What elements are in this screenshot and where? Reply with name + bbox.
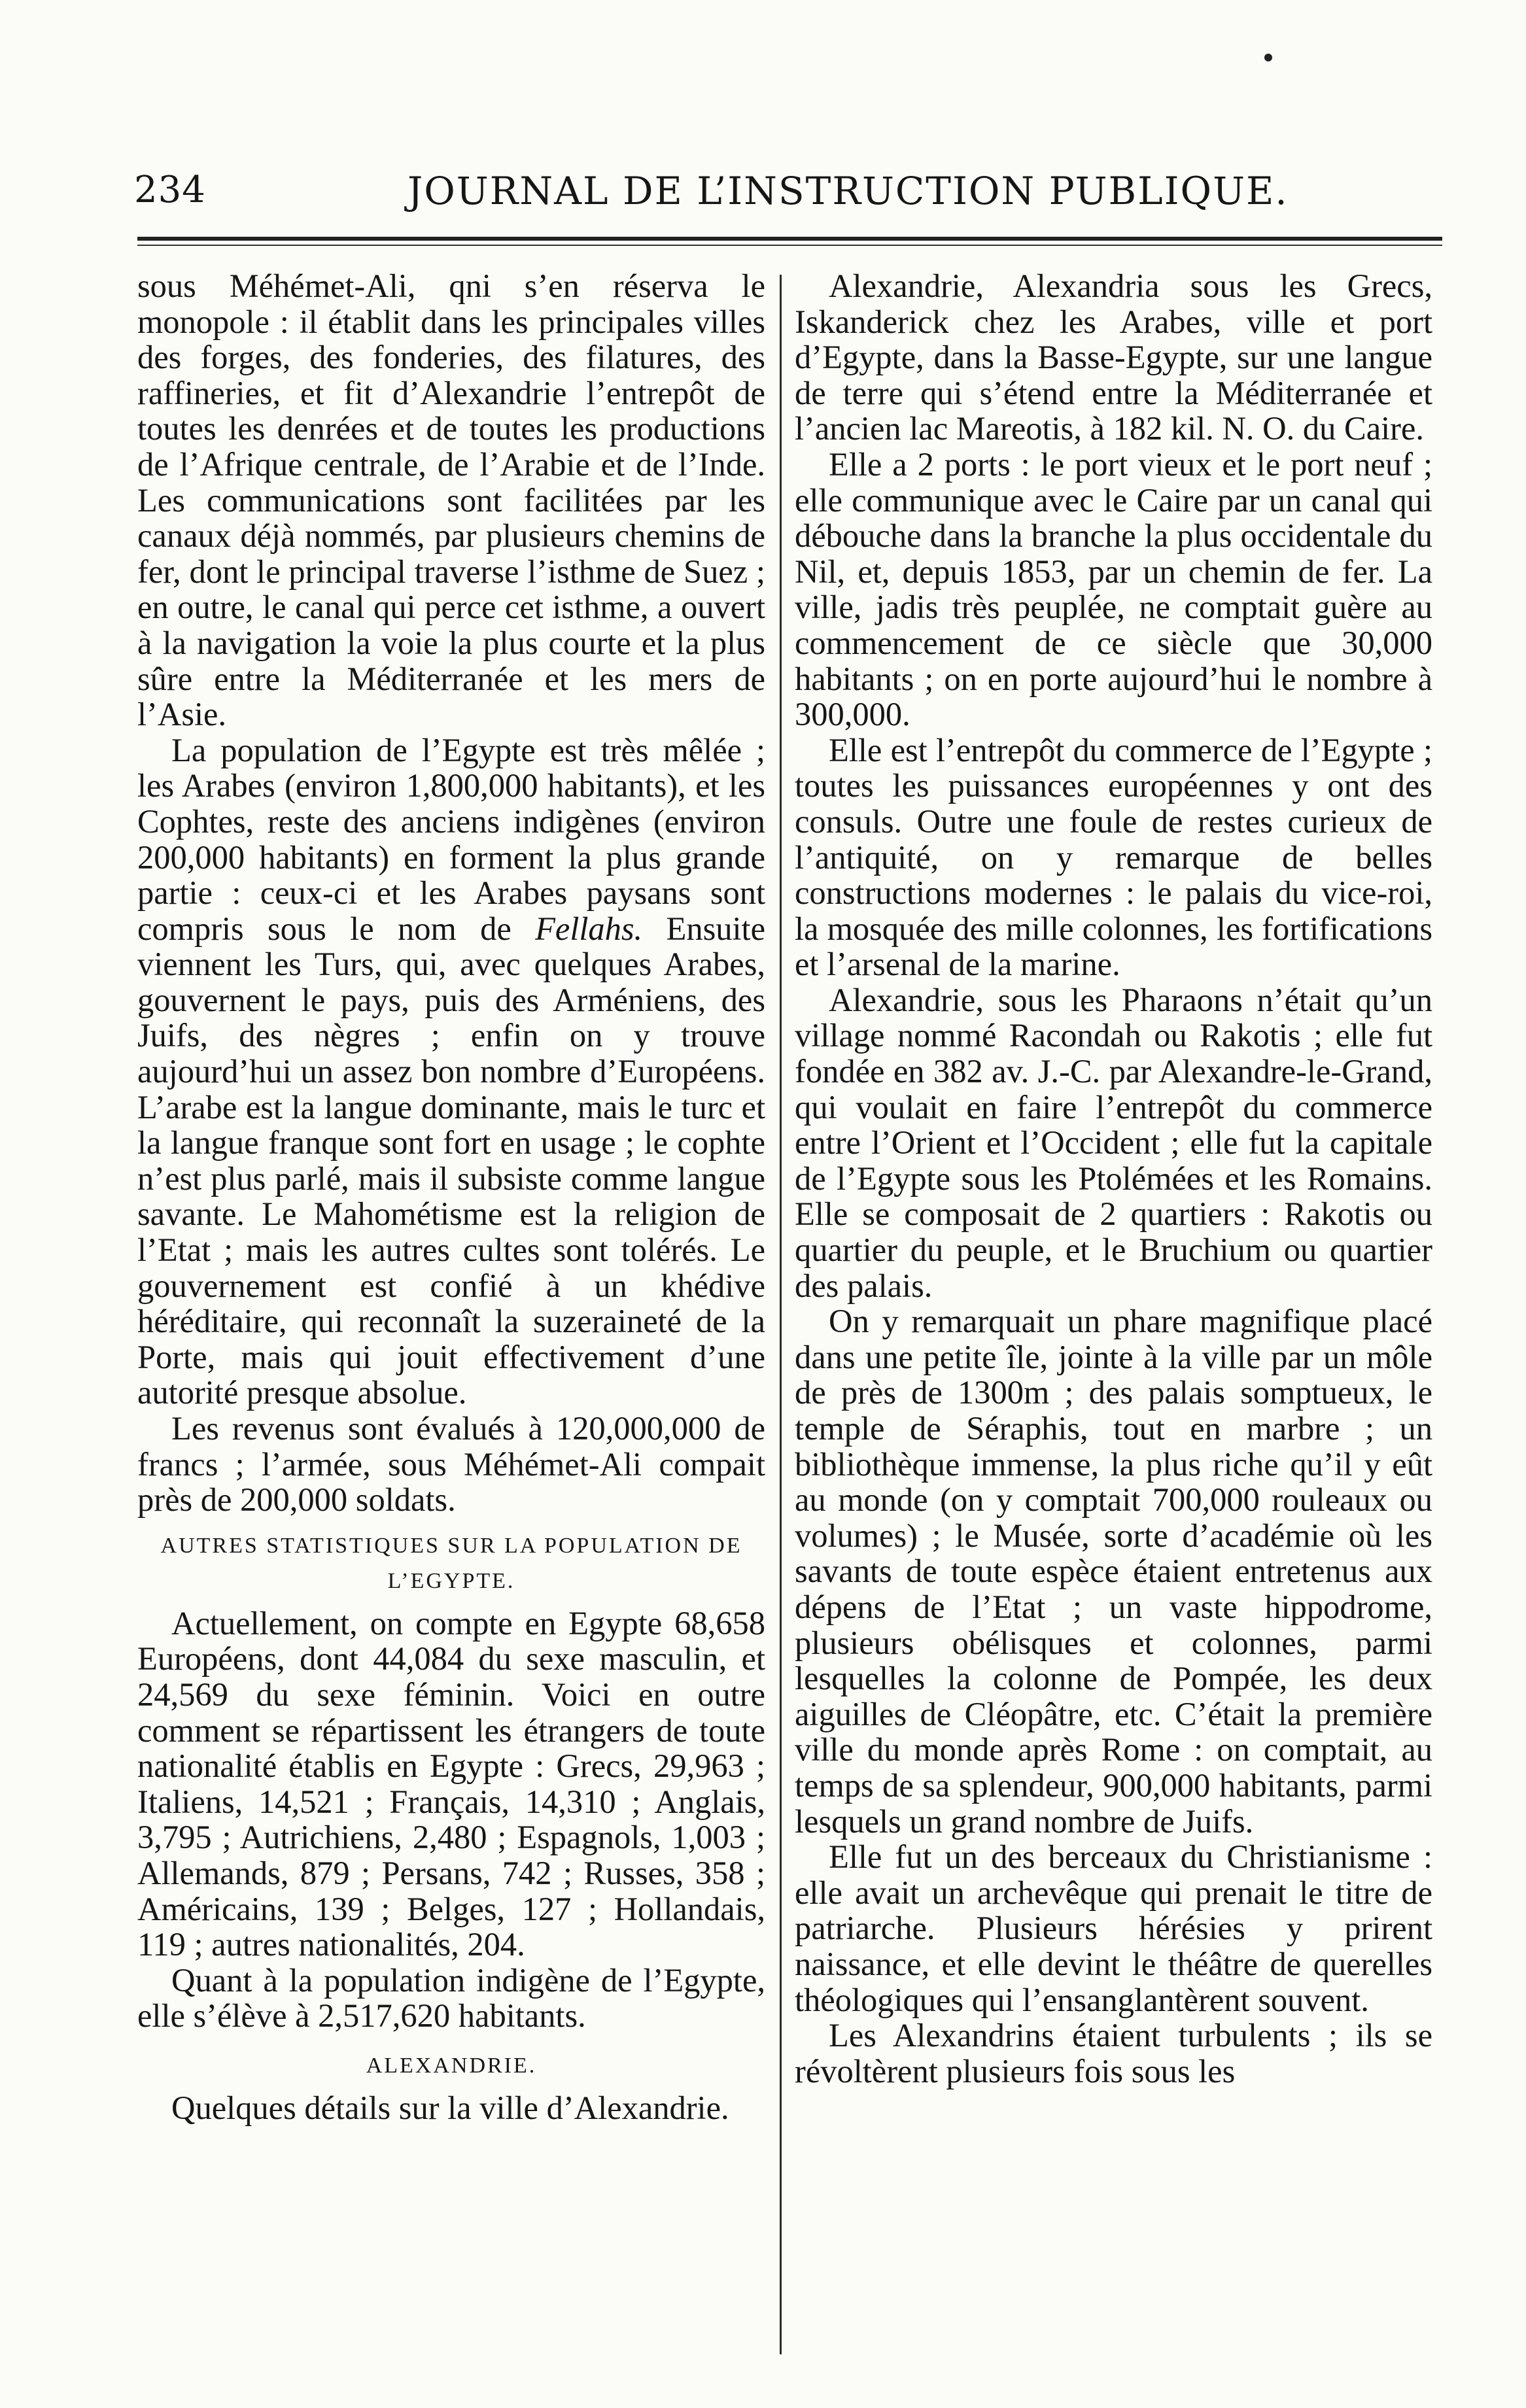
running-title: JOURNAL DE L’INSTRUCTION PUBLIQUE. xyxy=(408,169,1289,213)
ink-dot xyxy=(1264,54,1272,61)
paragraph: Elle fut un des berceaux du Christianisme : elle avait un archevêque qui prenait le titre de patriarche. Plusieurs hérésies y prirent naissance, et elle devint le théâtre de querelles théologiques qui l’ensanglantèrent souvent. xyxy=(795,1838,1432,2018)
italic-term: Fellahs. xyxy=(535,910,643,947)
section-heading: AUTRES STATISTIQUES SUR LA POPULATION DE L’EGYPTE. xyxy=(160,1533,742,1593)
right-column xyxy=(795,268,1432,2089)
paragraph: Alexandrie, sous les Pharaons n’était qu’un village nommé Racondah ou Rakotis ; elle fut fondée en 382 av. J.-C. par Alexandre-le-Grand, qui voulait en faire l’entrepôt du commerce entre l’Orient et l’Occident ; elle fut la capitale de l’Egypte sous les Ptolémées et les Romains. Elle se composait de 2 quartiers : Rakotis ou quartier du peuple, et le Bruchium ou quartier des palais. xyxy=(795,981,1432,1304)
paragraph: Quant à la population indigène de l’Egypte, elle s’élève à 2,517,620 habitants. xyxy=(137,1961,765,2035)
paragraph: Elle a 2 ports : le port vieux et le port neuf ; elle communique avec le Caire par un canal qui débouche dans la branche la plus occidentale du Nil, et, depuis 1853, par un chemin de fer. La ville, jadis très peuplée, ne comptait guère au commencement de ce siècle que 30,000 habitants ; on en porte aujourd’hui le nombre à 300,000. xyxy=(795,445,1432,733)
paragraph: Quelques détails sur la ville d’Alexandrie. xyxy=(171,2089,729,2126)
paragraph: sous Méhémet-Ali, qni s’en réserva le monopole : il établit dans les principales villes des forges, des fonderies, des filatures, des raffineries, et fit d’Alexandrie l’entrepôt de toutes les denrées et de toutes les productions de l’Afrique centrale, de l’Arabie et de l’Inde. Les communications sont facilitées par les canaux déjà nommés, par plusieurs chemins de fer, dont le principal traverse l’isthme de Suez ; en outre, le canal qui perce cet isthme, a ouvert à la navigation la voie la plus courte et la plus sûre entre la Méditerranée et les mers de l’Asie. xyxy=(137,267,765,733)
section-heading: ALEXANDRIE. xyxy=(366,2053,537,2078)
paragraph: On y remarquait un phare magnifique placé dans une petite île, jointe à la ville par un môle de près de 1300m ; des palais somptueux, le temple de Séraphis, tout en marbre ; un bibliothèque immense, la plus riche qu’il y eût au monde (on y comptait 700,000 rouleaux ou volumes) ; le Musée, sorte d’académie où les savants de toute espèce étaient entretenus aux dépens de l’Etat ; un vaste hippodrome, plusieurs obélisques et colonnes, parmi lesquelles la colonne de Pompée, les deux aiguilles de Cléopâtre, etc. C’était la première ville du monde après Rome : on comptait, au temps de sa splendeur, 900,000 habitants, parmi lesquels un grand nombre de Juifs. xyxy=(795,1303,1432,1840)
header-rule-thick xyxy=(137,237,1442,241)
page-header xyxy=(134,169,1439,228)
header-rule-thin xyxy=(137,245,1442,246)
text-run: La population de l’Egypte est très mêlée ; les Arabes (environ 1,800,000 habitants), et les Cophtes, reste des anciens indigènes (environ 200,000 habitants) en forment la plus grande partie : ceux-ci et les Arabes paysans sont compris sous le nom de xyxy=(137,731,765,947)
paragraph: Actuellement, on compte en Egypte 68,658 Européens, dont 44,084 du sexe masculin, et 24,569 du sexe féminin. Voici en outre comment se répartissent les étrangers de toute nationalité établis en Egypte : Grecs, 29,963 ; Italiens, 14,521 ; Français, 14,310 ; Anglais, 3,795 ; Autrichiens, 2,480 ; Espagnols, 1,003 ; Allemands, 879 ; Persans, 742 ; Russes, 358 ; Américains, 139 ; Belges, 127 ; Hollandais, 119 ; autres nationalités, 204. xyxy=(137,1604,765,1963)
paragraph: Elle est l’entrepôt du commerce de l’Egypte ; toutes les puissances européennes y ont des consuls. Outre une foule de restes curieux de l’antiquité, on y remarque de belles constructions modernes : le palais du vice-roi, la mosquée des mille colonnes, les fortifications et l’arsenal de la marine. xyxy=(795,731,1432,983)
paragraph: Les Alexandrins étaient turbulents ; ils se révoltèrent plusieurs fois sous les xyxy=(795,2017,1432,2090)
paragraph xyxy=(137,732,765,1411)
page-number: 234 xyxy=(134,169,206,211)
text-run: Ensuite viennent les Turs, qui, avec quelques Arabes, gouvernent le pays, puis des Arméniens, des Juifs, des nègres ; enfin on y trouve aujourd’hui un assez bon nombre d’Européens. L’arabe est la langue dominante, mais le turc et la langue franque sont fort en usage ; le cophte n’est plus parlé, mais il subsiste comme langue savante. Le Mahométisme est la religion de l’Etat ; mais les autres cultes sont tolérés. Le gouvernement est confié à un khédive héréditaire, qui reconnaît la suzeraineté de la Porte, mais qui jouit effectivement d’une autorité presque absolue. xyxy=(137,910,765,1411)
paragraph: Alexandrie, Alexandria sous les Grecs, Iskanderick chez les Arabes, ville et port d’Egypte, dans la Basse-Egypte, sur une langue de terre qui s’étend entre la Méditerranée et l’ancien lac Mareotis, à 182 kil. N. O. du Caire. xyxy=(795,267,1432,447)
column-divider xyxy=(780,275,782,2354)
paragraph: Les revenus sont évalués à 120,000,000 de francs ; l’armée, sous Méhémet-Ali compait près de 200,000 soldats. xyxy=(137,1410,765,1519)
left-column xyxy=(137,268,765,2126)
